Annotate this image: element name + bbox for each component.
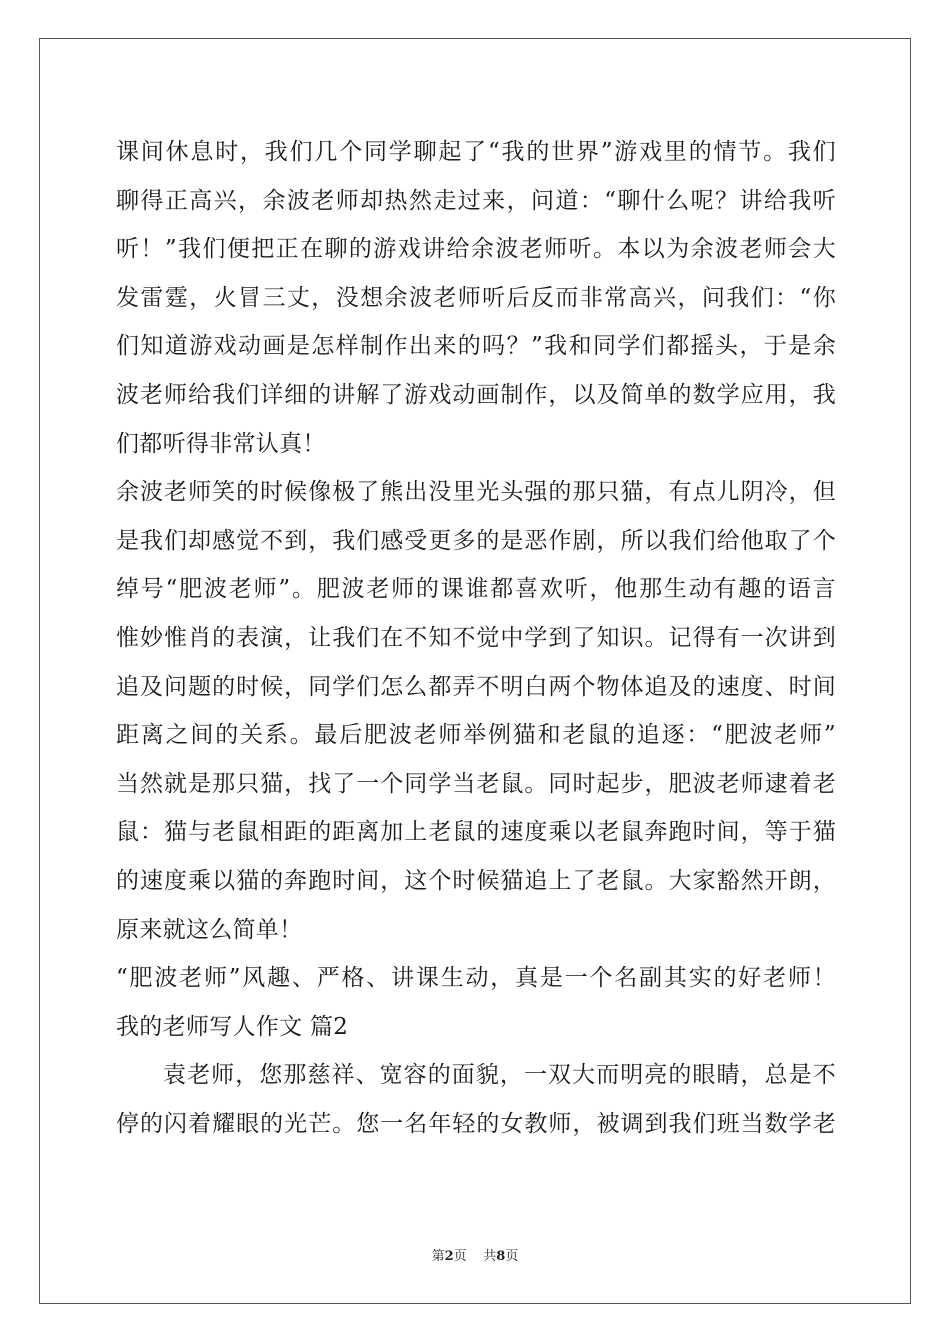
- text-line: 原来就这么简单！: [116, 916, 303, 943]
- text-line: 聊得正高兴，余波老师却热然走过来，问道：“聊什么呢？讲给我听: [116, 187, 836, 214]
- page-prefix: 第: [431, 1249, 445, 1264]
- text-line: 们知道游戏动画是怎样制作出来的吗？”我和同学们都摇头，于是余: [116, 333, 836, 360]
- total-prefix: 共: [483, 1249, 497, 1264]
- text-line: 课间休息时，我们几个同学聊起了“我的世界”游戏里的情节。我们: [116, 139, 836, 165]
- text-line: 波老师给我们详细的讲解了游戏动画制作，以及简单的数学应用，我: [116, 381, 836, 408]
- text-line: 的速度乘以猫的奔跑时间，这个时候猫追上了老鼠。大家豁然开朗，: [116, 867, 836, 894]
- text-line: 发雷霆，火冒三丈，没想余波老师听后反而非常高兴，问我们：“你: [116, 284, 836, 311]
- text-line: 追及问题的时候，同学们怎么都弄不明白两个物体追及的速度、时间: [116, 673, 836, 700]
- text-line: 距离之间的关系。最后肥波老师举例猫和老鼠的追逐：“肥波老师”: [116, 722, 836, 749]
- text-line: 袁老师，您那慈祥、宽容的面貌，一双大而明亮的眼睛，总是不: [163, 1062, 836, 1089]
- page-suffix: 页: [453, 1249, 467, 1264]
- text-line: 当然就是那只猫，找了一个同学当老鼠。同时起步，肥波老师逮着老: [116, 770, 836, 797]
- text-line: 们都听得非常认真！: [116, 430, 326, 457]
- page-footer: [0, 1245, 950, 1264]
- section-heading: 我的老师写人作文 篇2: [116, 1013, 349, 1040]
- text-line: “肥波老师”风趣、严格、讲课生动，真是一个名副其实的好老师！: [116, 965, 836, 992]
- text-line: 停的闪着耀眼的光芒。您一名年轻的女教师，被调到我们班当数学老: [116, 1110, 836, 1137]
- text-line: 鼠：猫与老鼠相距的距离加上老鼠的速度乘以老鼠奔跑时间，等于猫: [116, 819, 836, 846]
- page-number: 2: [444, 1249, 454, 1264]
- text-line: 余波老师笑的时候像极了熊出没里光头强的那只猫，有点儿阴冷，但: [116, 479, 836, 506]
- total-pages: 8: [496, 1249, 506, 1264]
- document-body: [116, 128, 836, 1148]
- total-suffix: 页: [505, 1249, 519, 1264]
- text-line: 听！”我们便把正在聊的游戏讲给余波老师听。本以为余波老师会大: [116, 236, 836, 263]
- text-line: 惟妙惟肖的表演，让我们在不知不觉中学到了知识。记得有一次讲到: [116, 624, 836, 651]
- text-line: 是我们却感觉不到，我们感受更多的是恶作剧，所以我们给他取了个: [116, 527, 836, 554]
- text-line: 绰号“肥波老师”。肥波老师的课谁都喜欢听，他那生动有趣的语言: [116, 576, 836, 603]
